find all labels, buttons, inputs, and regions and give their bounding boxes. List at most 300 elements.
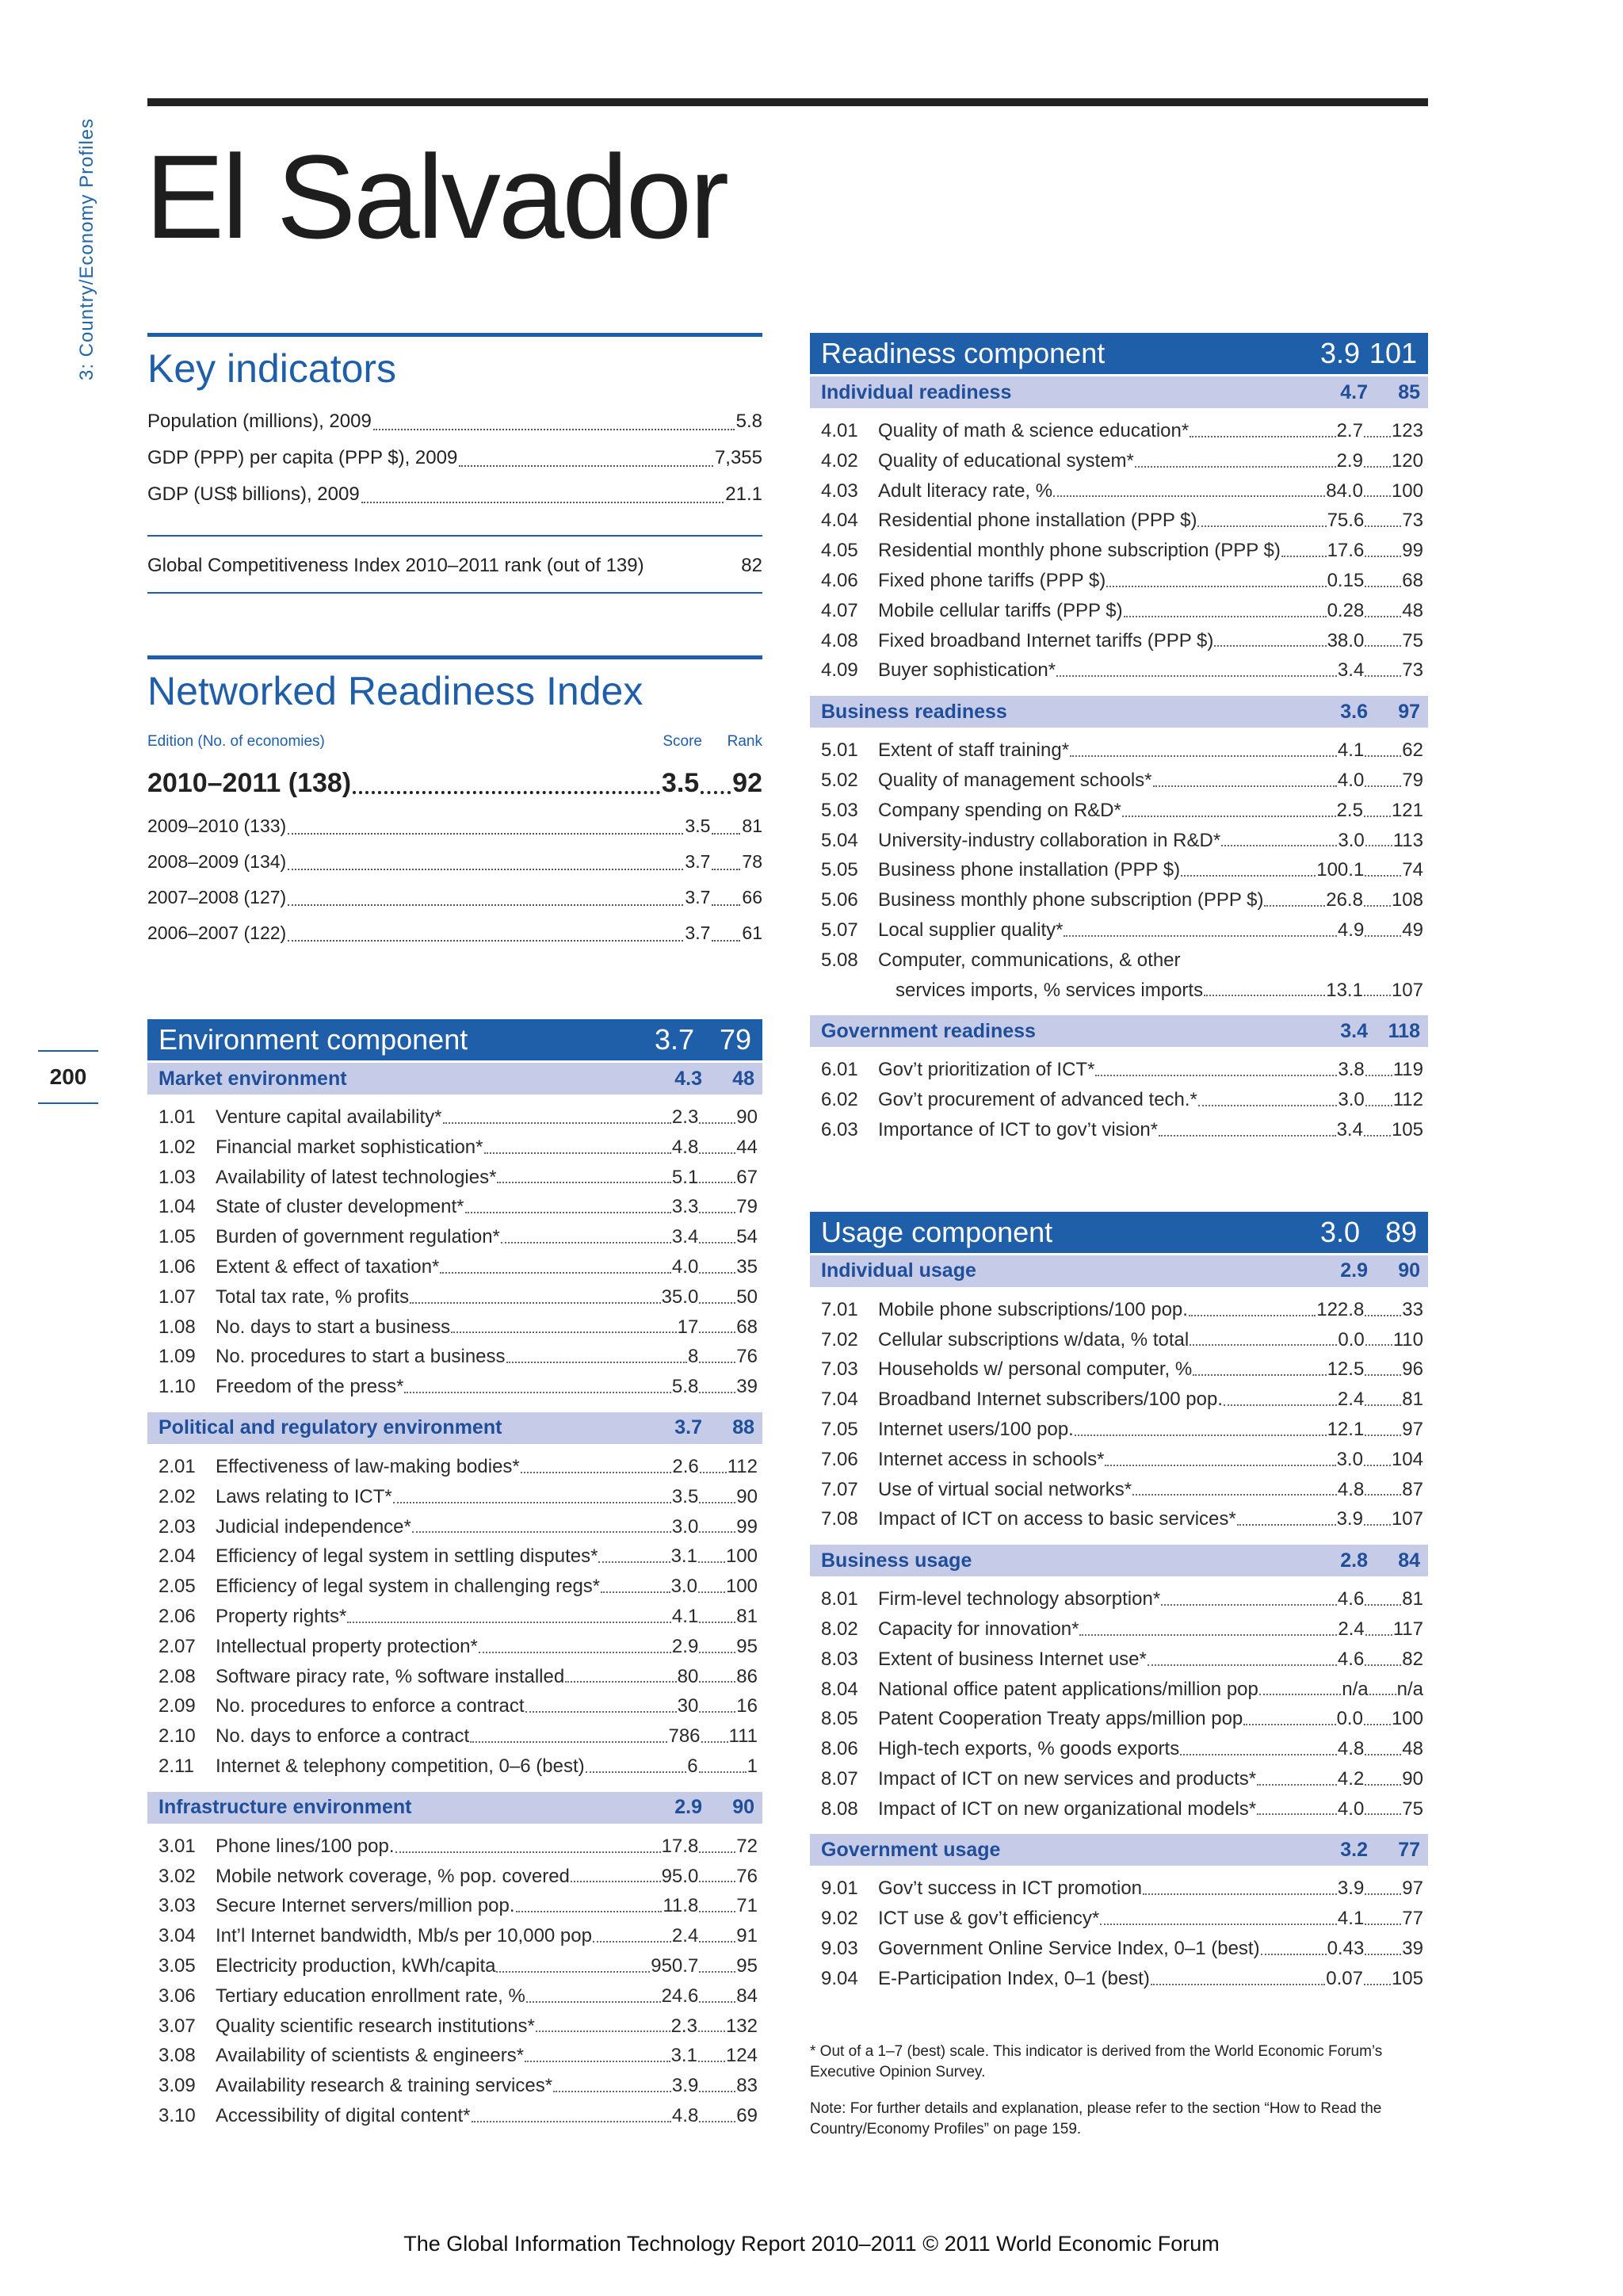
indicator-row (158, 2011, 758, 2042)
leader-dots (1365, 655, 1401, 677)
leader-dots (1364, 976, 1391, 997)
leader-dots (1365, 1475, 1401, 1496)
indicator-value: 4.6 (1337, 1648, 1365, 1670)
subindex-title: Political and regulatory environment (158, 1416, 502, 1439)
indicator-value: 3.4 (671, 1226, 699, 1248)
indicator-rank: 97 (1402, 1878, 1423, 1900)
indicator-label: No. procedures to enforce a contract (216, 1695, 525, 1717)
indicator-label: Secure Internet servers/million pop. (216, 1895, 515, 1917)
indicator-value: 3.0 (1336, 1448, 1363, 1470)
indicator-value: 13.1 (1326, 979, 1363, 1001)
indicator-rank: 62 (1402, 739, 1423, 762)
indicator-value: 35.0 (661, 1286, 699, 1308)
indicator-label: GDP (US$ billions), 2009 (147, 483, 360, 505)
indicator-rank: 54 (736, 1226, 758, 1248)
indicator-value: 80 (677, 1665, 699, 1687)
subindex-title: Business usage (821, 1549, 972, 1572)
indicator-number: 4.07 (821, 599, 858, 621)
indicator-row (821, 1675, 1423, 1705)
indicator-value: 4.1 (1337, 739, 1365, 762)
leader-dots (1122, 796, 1336, 817)
leader-dots (1264, 885, 1325, 907)
indicator-label: Impact of ICT on access to basic services* (878, 1508, 1236, 1530)
indicator-rank: 75 (1402, 1797, 1423, 1820)
component-rank: 89 (1384, 1215, 1417, 1248)
leader-dots (1364, 1504, 1391, 1526)
indicator-rank: 100 (1391, 1708, 1423, 1730)
subindex-score: 3.6 (1340, 700, 1368, 723)
indicator-label: Venture capital availability* (216, 1106, 442, 1128)
indicator-row (821, 1704, 1423, 1734)
indicator-number: 6.03 (821, 1118, 858, 1140)
indicator-row (821, 506, 1423, 536)
gci-row (147, 537, 762, 592)
leader-dots (699, 1632, 735, 1653)
indicator-value: 2.3 (671, 1106, 699, 1128)
leader-dots (1365, 855, 1401, 877)
leader-dots (1161, 1584, 1337, 1606)
indicator-number: 7.08 (821, 1508, 858, 1530)
indicator-number: 1.01 (158, 1106, 196, 1128)
leader-dots (479, 1632, 671, 1653)
leader-dots (536, 2011, 670, 2033)
indicator-label: Availability of scientists & engineers* (216, 2045, 525, 2067)
leader-dots (1365, 506, 1401, 527)
leader-dots (1189, 1295, 1316, 1316)
leader-dots (1056, 655, 1337, 677)
leader-dots (1365, 1415, 1401, 1436)
indicator-number: 8.08 (821, 1797, 858, 1820)
indicator-value: 7,355 (714, 447, 762, 468)
indicator-number: 3.08 (158, 2045, 196, 2067)
indicator-value: 122.8 (1316, 1298, 1365, 1320)
indicator-label: Tertiary education enrollment rate, % (216, 1985, 525, 2007)
indicator-value: 38.0 (1327, 629, 1365, 651)
indicator-rank: 95 (736, 1635, 758, 1657)
leader-dots (598, 1541, 670, 1563)
indent-spacer (821, 976, 878, 1006)
indicator-value: 3.4 (1337, 659, 1365, 682)
footnote-asterisk: * Out of a 1–7 (best) scale. This indicator is derived from the World Economic Forum’s Executive Opinion Survey. (810, 2042, 1383, 2080)
indicator-list (810, 1576, 1428, 1832)
indicator-number: 2.10 (158, 1725, 196, 1748)
indicator-number: 8.03 (821, 1648, 858, 1670)
readiness-component (810, 333, 1428, 1153)
indicator-row (821, 446, 1423, 476)
indicator-row (821, 1085, 1423, 1115)
indicator-number: 7.06 (821, 1448, 858, 1470)
leader-dots (1197, 506, 1326, 527)
leader-dots (1064, 915, 1336, 937)
leader-dots (699, 1981, 735, 2003)
indicator-value: 5.8 (671, 1376, 699, 1398)
nri-section (147, 655, 762, 951)
indicator-rank: 39 (736, 1376, 758, 1398)
indicator-rank: 48 (1402, 1738, 1423, 1760)
indicator-row (158, 2101, 758, 2131)
indicator-value: 3.3 (671, 1196, 699, 1218)
subindex-score: 3.4 (1340, 1019, 1368, 1042)
leader-dots (1281, 536, 1327, 557)
indicator-number: 3.05 (158, 1954, 196, 1977)
indicator-number: 7.01 (821, 1298, 858, 1320)
indicator-number: 2.06 (158, 1605, 196, 1627)
component-title: Readiness component (821, 337, 1106, 369)
indicator-label: Fixed phone tariffs (PPP $) (878, 569, 1106, 591)
nri-current-row (147, 761, 762, 805)
indicator-rank: 105 (1391, 1118, 1423, 1140)
indicator-rank: 48 (1402, 599, 1423, 621)
indicator-rank: 100 (725, 1545, 758, 1568)
indicator-value: 3.1 (670, 2045, 697, 2067)
leader-dots (699, 1102, 735, 1124)
indicator-row (158, 1862, 758, 1892)
indicator-row (821, 1584, 1423, 1614)
nri-edition: 2007–2008 (127) (147, 887, 287, 907)
subindex-score: 2.9 (1340, 1259, 1368, 1282)
leader-dots (712, 844, 740, 870)
indicator-value: 4.1 (1337, 1908, 1365, 1930)
indicator-number: 4.06 (821, 569, 858, 591)
indicator-value: 4.9 (1337, 919, 1365, 941)
indicator-number: 1.04 (158, 1196, 196, 1218)
indicator-row-continued (821, 976, 1423, 1006)
indicator-label: Impact of ICT on new organizational models* (878, 1797, 1257, 1820)
indicator-list (810, 408, 1428, 693)
subindex-rank: 97 (1398, 700, 1420, 723)
indicator-value: 17.8 (661, 1835, 699, 1857)
leader-dots (526, 1981, 661, 2003)
subindex-header (147, 1412, 762, 1444)
leader-dots (347, 1602, 671, 1623)
indicator-rank: 69 (736, 2104, 758, 2126)
footnote-note: Note: For further details and explanation, please refer to the section “How to Read the Country/Economy Profiles” on page 159. (810, 2099, 1382, 2137)
indicator-label: Firm-level technology absorption* (878, 1588, 1161, 1610)
leader-dots (361, 476, 724, 503)
component-score: 3.9 (1319, 337, 1360, 369)
indicator-value: 84.0 (1326, 479, 1363, 502)
leader-dots (1365, 1354, 1401, 1376)
indicator-value: 4.0 (1337, 769, 1365, 791)
leader-dots (701, 1721, 728, 1743)
nri-rank: 66 (742, 887, 762, 907)
subindex-title: Government usage (821, 1838, 1001, 1861)
indicator-row (821, 885, 1423, 915)
indicator-value: 3.9 (671, 2075, 699, 2097)
indicator-rank: 99 (736, 1515, 758, 1538)
leader-dots (699, 1691, 735, 1713)
leader-dots (1221, 826, 1337, 847)
leader-dots (1365, 826, 1392, 847)
leader-dots (699, 1222, 735, 1244)
indicator-value: 17.6 (1327, 540, 1365, 562)
indicator-label: Freedom of the press* (216, 1376, 404, 1398)
indicator-label: Software piracy rate, % software installed (216, 1665, 565, 1687)
indicator-number: 1.07 (158, 1286, 196, 1308)
indicator-value: 3.1 (670, 1545, 697, 1568)
leader-dots (516, 1891, 663, 1912)
indicator-row (158, 1602, 758, 1632)
leader-dots (1095, 1055, 1337, 1076)
indicator-rank: 87 (1402, 1478, 1423, 1500)
indicator-number: 5.01 (821, 739, 858, 762)
leader-dots (699, 1921, 735, 1943)
leader-dots (698, 2011, 725, 2033)
leader-dots (699, 1252, 735, 1274)
indicator-rank: 121 (1391, 799, 1423, 821)
leader-dots (521, 1452, 672, 1473)
indicator-number: 3.10 (158, 2104, 196, 2126)
leader-dots (1243, 1704, 1335, 1725)
indicator-rank: 117 (1392, 1618, 1423, 1640)
nri-title: Networked Readiness Index (147, 669, 643, 713)
indicator-label: Cellular subscriptions w/data, % total (878, 1328, 1190, 1350)
indicator-row (158, 1512, 758, 1542)
nri-current-score: 3.5 (661, 768, 700, 798)
indicator-label: Quality of management schools* (878, 769, 1152, 791)
leader-dots (1237, 1504, 1336, 1526)
leader-dots (1214, 626, 1326, 648)
indicator-value: 95.0 (661, 1865, 699, 1887)
leader-dots (1257, 1794, 1337, 1816)
indicator-value: 2.4 (1337, 1389, 1365, 1411)
indicator-row (821, 596, 1423, 626)
indicator-row (158, 1752, 758, 1782)
leader-dots (699, 1282, 735, 1304)
leader-dots (1365, 766, 1401, 787)
leader-dots (1075, 1415, 1327, 1436)
indicator-label: Government Online Service Index, 0–1 (best) (878, 1938, 1260, 1960)
indicator-list (810, 728, 1428, 1013)
indicator-row (821, 1325, 1423, 1355)
nri-edition: 2006–2007 (122) (147, 923, 287, 943)
leader-dots (601, 1572, 670, 1593)
indicator-row (821, 735, 1423, 766)
indicator-number: 2.04 (158, 1545, 196, 1568)
leader-dots (1257, 1764, 1337, 1786)
indicator-row (821, 826, 1423, 856)
subindex-rank: 90 (1398, 1259, 1420, 1282)
nri-history-row (147, 880, 762, 915)
leader-dots (1364, 1964, 1391, 1985)
leader-dots (459, 440, 713, 467)
indicator-rank: 105 (1391, 1967, 1423, 1989)
leader-dots (288, 844, 683, 870)
leader-dots (699, 1602, 735, 1623)
indicator-label: Gov’t success in ICT promotion (878, 1878, 1143, 1900)
indicator-rank: 123 (1391, 420, 1423, 441)
indicator-row (158, 1951, 758, 1981)
leader-dots (1159, 1115, 1336, 1137)
indicator-label: No. days to start a business (216, 1316, 451, 1338)
leader-dots (1135, 446, 1336, 468)
nri-edition: 2008–2009 (134) (147, 851, 287, 872)
right-column (810, 333, 1428, 2140)
indicator-rank: 90 (1402, 1767, 1423, 1790)
nri-history-row (147, 915, 762, 951)
indicator-row (158, 1222, 758, 1252)
subindex-header (810, 1015, 1428, 1047)
leader-dots (1259, 1675, 1341, 1696)
indicator-label: Use of virtual social networks* (878, 1478, 1132, 1500)
indicator-rank: 124 (725, 2045, 758, 2067)
indicator-rank: 44 (736, 1136, 758, 1158)
indicator-rank: 68 (736, 1316, 758, 1338)
indicator-value: 6 (687, 1755, 698, 1777)
nri-score: 3.7 (685, 887, 711, 907)
indicator-rank: 95 (736, 1954, 758, 1977)
component-title: Usage component (821, 1215, 1053, 1248)
subindex-header (147, 1063, 762, 1095)
indicator-row (821, 536, 1423, 566)
indicator-number: 4.04 (821, 510, 858, 532)
indicator-label: Extent & effect of taxation* (216, 1255, 440, 1278)
indicator-label: ICT use & gov’t efficiency* (878, 1908, 1100, 1930)
nri-rank: 78 (742, 851, 762, 872)
indicator-number: 3.02 (158, 1865, 196, 1887)
indicator-label: Laws relating to ICT* (216, 1485, 392, 1507)
indicator-value: 4.8 (1337, 1738, 1365, 1760)
indicator-value: 21.1 (725, 483, 762, 505)
indicator-number: 8.05 (821, 1708, 858, 1730)
indicator-number: 5.02 (821, 769, 858, 791)
indicator-value: 12.1 (1327, 1418, 1365, 1440)
indicator-row (158, 1133, 758, 1163)
indicator-value: 2.7 (1336, 420, 1363, 441)
indicator-label: Internet access in schools* (878, 1448, 1105, 1470)
leader-dots (699, 1133, 735, 1154)
indicator-value: 0.28 (1327, 599, 1365, 621)
leader-dots (497, 1163, 670, 1184)
indicator-number: 2.05 (158, 1576, 196, 1598)
leader-dots (1181, 855, 1316, 877)
subindex-header (810, 1834, 1428, 1866)
leader-dots (1224, 1385, 1337, 1406)
indicator-value: 4.2 (1337, 1767, 1365, 1790)
left-column (147, 333, 762, 2139)
leader-dots (410, 1282, 660, 1304)
indicator-rank: 111 (728, 1725, 758, 1748)
indicator-number: 6.01 (821, 1059, 858, 1081)
component-score: 3.7 (654, 1023, 694, 1056)
indicator-label: Patent Cooperation Treaty apps/million pop (878, 1708, 1243, 1730)
indicator-number: 8.06 (821, 1738, 858, 1760)
leader-dots (1190, 416, 1335, 437)
indicator-number: 2.01 (158, 1455, 196, 1477)
indicator-label: Broadband Internet subscribers/100 pop. (878, 1389, 1223, 1411)
indicator-row (158, 1721, 758, 1752)
indicator-row (821, 476, 1423, 506)
leader-dots (1053, 476, 1325, 498)
indicator-row (158, 1452, 758, 1482)
leader-dots (699, 1832, 735, 1853)
indicator-label: Mobile phone subscriptions/100 pop. (878, 1298, 1188, 1320)
indicator-row (158, 1891, 758, 1921)
indicator-row (158, 2041, 758, 2071)
indicator-number: 4.05 (821, 540, 858, 562)
leader-dots (1365, 1645, 1401, 1666)
indicator-row (158, 1832, 758, 1862)
leader-dots (1365, 1794, 1401, 1816)
nri-score: 3.7 (685, 923, 711, 943)
indicator-row (821, 1475, 1423, 1505)
leader-dots (698, 2041, 725, 2062)
indicator-value: 2.5 (1336, 799, 1363, 821)
indicator-number: 2.09 (158, 1695, 196, 1717)
indicator-rank: 71 (736, 1895, 758, 1917)
leader-dots (496, 1951, 650, 1973)
indicator-number: 4.01 (821, 420, 858, 441)
key-indicator-row (147, 403, 762, 440)
leader-dots (1365, 1295, 1401, 1316)
environment-component-header (147, 1019, 762, 1060)
indicator-row (158, 1342, 758, 1372)
leader-dots (1124, 596, 1327, 617)
indicator-value: 2.9 (1336, 449, 1363, 472)
indicator-rank: n/a (1396, 1678, 1423, 1700)
indicator-rank: 90 (736, 1106, 758, 1128)
leader-dots (525, 2041, 670, 2062)
leader-dots (1364, 1445, 1391, 1466)
indicator-number: 1.08 (158, 1316, 196, 1338)
indicator-label: Buyer sophistication* (878, 659, 1056, 682)
indicator-label: Company spending on R&D* (878, 799, 1121, 821)
leader-dots (373, 403, 735, 430)
indicator-number: 7.03 (821, 1358, 858, 1381)
readiness-component-header (810, 333, 1428, 374)
leader-dots (701, 761, 731, 794)
indicator-value: 3.9 (1336, 1508, 1363, 1530)
indicator-rank: 77 (1402, 1908, 1423, 1930)
indicator-value: 17 (677, 1316, 699, 1338)
indicator-label: E-Participation Index, 0–1 (best) (878, 1967, 1150, 1989)
indicator-value: 4.0 (671, 1255, 699, 1278)
leader-dots (699, 1482, 735, 1503)
indicator-number: 8.02 (821, 1618, 858, 1640)
indicator-label: Fixed broadband Internet tariffs (PPP $) (878, 629, 1214, 651)
indicator-rank: 81 (1402, 1389, 1423, 1411)
indicator-number: 7.07 (821, 1478, 858, 1500)
component-title: Environment component (158, 1023, 468, 1056)
indicator-number: 1.03 (158, 1166, 196, 1188)
indicator-rank: 90 (736, 1485, 758, 1507)
leader-dots (1153, 766, 1337, 787)
indicator-list (147, 1444, 762, 1790)
indicator-rank: 99 (1402, 540, 1423, 562)
indicator-rank: 97 (1402, 1418, 1423, 1440)
indicator-row (821, 1734, 1423, 1764)
indicator-value: 3.0 (1338, 829, 1365, 851)
indicator-label: Intellectual property protection* (216, 1635, 478, 1657)
indicator-rank: 112 (727, 1455, 758, 1477)
indicator-label: Burden of government regulation* (216, 1226, 500, 1248)
indicator-label: State of cluster development* (216, 1196, 464, 1218)
indicator-label: Gov’t procurement of advanced tech.* (878, 1089, 1197, 1111)
indicator-value: 5.1 (671, 1166, 699, 1188)
subindex-rank: 118 (1388, 1019, 1420, 1042)
indicator-label: Computer, communications, & other (878, 949, 1181, 971)
subindex-score: 3.7 (674, 1416, 702, 1439)
indicator-row (158, 1252, 758, 1282)
indicator-rank: 100 (1391, 479, 1423, 502)
indicator-value: 2.9 (671, 1635, 699, 1657)
indicator-rank: 119 (1392, 1059, 1423, 1081)
indicator-value: 3.9 (1337, 1878, 1365, 1900)
country-title: El Salvador (145, 130, 727, 263)
leader-dots (1365, 566, 1401, 587)
indicator-value: n/a (1342, 1678, 1369, 1700)
indicator-label: Importance of ICT to gov’t vision* (878, 1118, 1159, 1140)
